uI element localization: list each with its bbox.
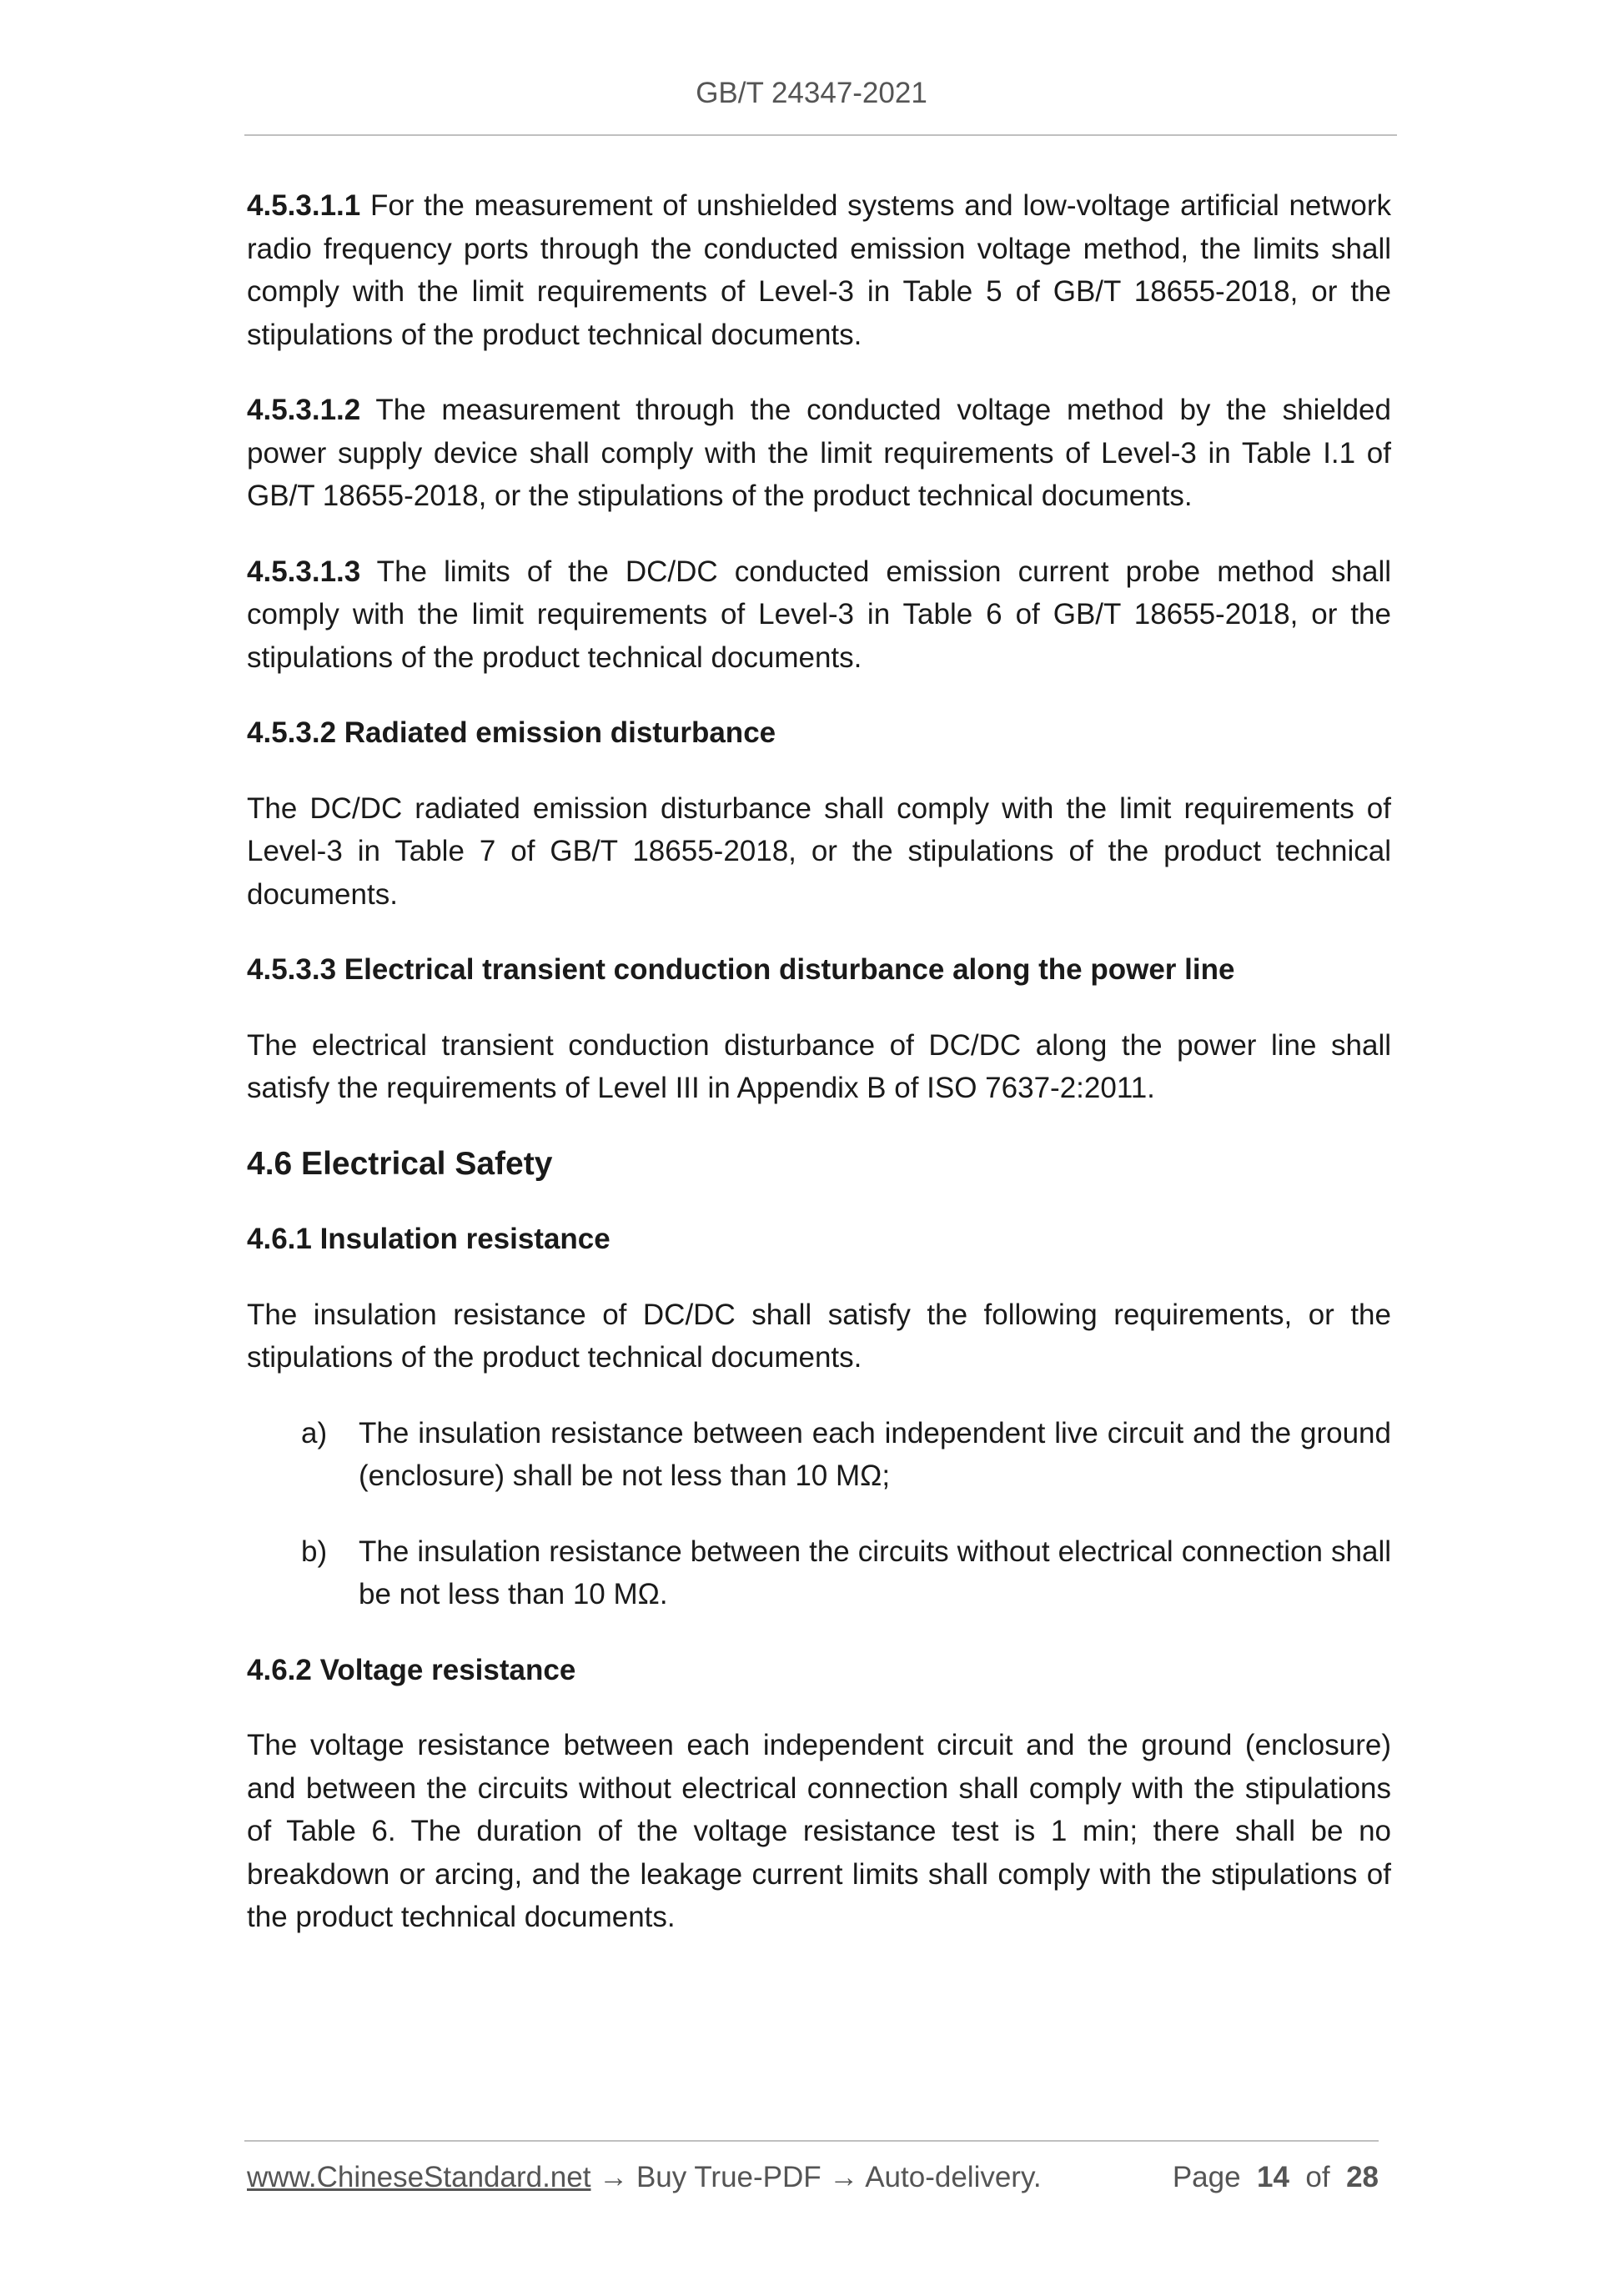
paragraph-4-6-2: The voltage resistance between each independent circuit and the ground (enclosure) and between the circuits without electrical connection shall comply with the stipulations of Table 6. The duration of the voltage resistance test is 1 min; there shall be no breakdown or arcing, and the leakage current limits shall comply with the stipulations of the product technical documents. bbox=[247, 1729, 1391, 1933]
footer-divider bbox=[244, 2140, 1379, 2142]
footer-promo bbox=[247, 2161, 1042, 2194]
document-code-header: GB/T 24347-2021 bbox=[696, 77, 927, 109]
header-divider bbox=[244, 134, 1397, 136]
heading-4-5-3-2: 4.5.3.2 Radiated emission disturbance bbox=[247, 716, 776, 749]
paragraph-4-5-3-3: The electrical transient conduction disturbance of DC/DC along the power line shall satisfy the requirements of Level III in Appendix B of ISO 7637-2:2011. bbox=[247, 1028, 1391, 1104]
list-item-b bbox=[247, 1530, 1391, 1616]
heading-4-6-2: 4.6.2 Voltage resistance bbox=[247, 1653, 576, 1686]
auto-delivery-text: Auto-delivery. bbox=[865, 2161, 1042, 2193]
website-link[interactable]: www.ChineseStandard.net bbox=[247, 2161, 591, 2193]
page-number: 14 bbox=[1257, 2161, 1289, 2193]
heading-4-6-1: 4.6.1 Insulation resistance bbox=[247, 1223, 611, 1255]
paragraph-4-5-3-2: The DC/DC radiated emission disturbance shall comply with the limit requirements of Level-3 in Table 7 of GB/T 18655-2018, or the stipulations of the product technical documents. bbox=[247, 791, 1391, 911]
clause-number: 4.5.3.1.3 bbox=[247, 555, 361, 588]
list-text: The insulation resistance between each independent live circuit and the ground (enclosure) shall be not less than 10 MΩ; bbox=[359, 1416, 1391, 1492]
heading-4-6: 4.6 Electrical Safety bbox=[247, 1145, 553, 1182]
document-body bbox=[247, 184, 1391, 1972]
list-text: The insulation resistance between the circuits without electrical connection shall be not less than 10 MΩ. bbox=[359, 1535, 1391, 1610]
heading-4-5-3-3: 4.5.3.3 Electrical transient conduction disturbance along the power line bbox=[247, 953, 1235, 986]
clause-4-5-3-1-2 bbox=[247, 389, 1391, 518]
page-indicator bbox=[1173, 2161, 1379, 2194]
list-marker: a) bbox=[301, 1416, 328, 1449]
paragraph-4-6-1: The insulation resistance of DC/DC shall satisfy the following requirements, or the stipulations of the product technical documents. bbox=[247, 1298, 1391, 1374]
clause-text: The limits of the DC/DC conducted emission current probe method shall comply with the limit requirements of Level-3 in Table 6 of GB/T 18655-2018, or the stipulations of the product technical documents. bbox=[247, 555, 1391, 674]
arrow-right-icon: → bbox=[599, 2161, 629, 2193]
arrow-right-icon: → bbox=[829, 2161, 859, 2193]
page-label: Page bbox=[1172, 2161, 1241, 2193]
clause-number: 4.5.3.1.1 bbox=[247, 189, 361, 222]
of-label: of bbox=[1305, 2161, 1330, 2193]
clause-text: For the measurement of unshielded systems and low-voltage artificial network radio frequency ports through the conducted emission voltage method, the limits shall comply with the limit requirements of Level-3 in Table 5 of GB/T 18655-2018, or the stipulations of the product technical documents. bbox=[247, 189, 1391, 351]
clause-4-5-3-1-1 bbox=[247, 184, 1391, 356]
clause-text: The measurement through the conducted voltage method by the shielded power supply device shall comply with the limit requirements of Level-3 in Table I.1 of GB/T 18655-2018, or the stipulations of the product technical documents. bbox=[247, 394, 1391, 512]
clause-number: 4.5.3.1.2 bbox=[247, 394, 361, 426]
list-item-a bbox=[247, 1412, 1391, 1498]
list-marker: b) bbox=[301, 1535, 328, 1568]
page-total: 28 bbox=[1346, 2161, 1379, 2193]
clause-4-5-3-1-3 bbox=[247, 550, 1391, 680]
buy-pdf-text: Buy True-PDF bbox=[636, 2161, 822, 2193]
